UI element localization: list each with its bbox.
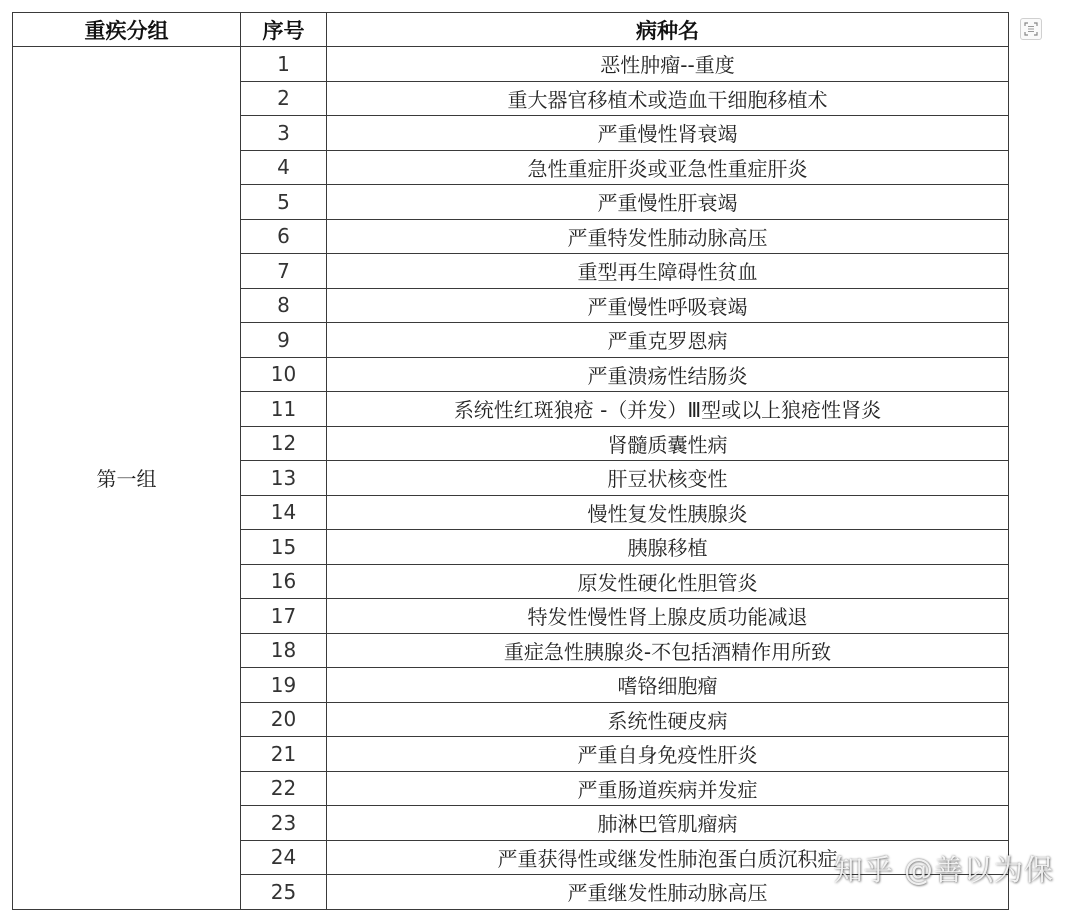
header-number: 序号 bbox=[241, 13, 327, 47]
disease-name: 严重慢性肾衰竭 bbox=[327, 116, 1009, 151]
header-disease: 病种名 bbox=[327, 13, 1009, 47]
disease-name: 恶性肿瘤--重度 bbox=[327, 47, 1009, 82]
disease-name: 慢性复发性胰腺炎 bbox=[327, 495, 1009, 530]
row-number: 19 bbox=[241, 668, 327, 703]
disease-name: 嗜铬细胞瘤 bbox=[327, 668, 1009, 703]
row-number: 1 bbox=[241, 47, 327, 82]
disease-name: 胰腺移植 bbox=[327, 530, 1009, 565]
row-number: 9 bbox=[241, 323, 327, 358]
row-number: 3 bbox=[241, 116, 327, 151]
disease-name: 严重溃疡性结肠炎 bbox=[327, 357, 1009, 392]
disease-name: 重型再生障碍性贫血 bbox=[327, 254, 1009, 289]
disease-name: 特发性慢性肾上腺皮质功能减退 bbox=[327, 599, 1009, 634]
disease-name: 严重肠道疾病并发症 bbox=[327, 771, 1009, 806]
row-number: 18 bbox=[241, 633, 327, 668]
row-number: 22 bbox=[241, 771, 327, 806]
disease-name: 严重自身免疫性肝炎 bbox=[327, 737, 1009, 772]
row-number: 2 bbox=[241, 81, 327, 116]
disease-name: 严重克罗恩病 bbox=[327, 323, 1009, 358]
table-row bbox=[13, 47, 1009, 82]
disease-name: 系统性硬皮病 bbox=[327, 702, 1009, 737]
row-number: 10 bbox=[241, 357, 327, 392]
row-number: 13 bbox=[241, 461, 327, 496]
row-number: 25 bbox=[241, 875, 327, 910]
row-number: 21 bbox=[241, 737, 327, 772]
row-number: 14 bbox=[241, 495, 327, 530]
disease-name: 严重慢性肝衰竭 bbox=[327, 185, 1009, 220]
row-number: 4 bbox=[241, 150, 327, 185]
row-number: 23 bbox=[241, 806, 327, 841]
row-number: 7 bbox=[241, 254, 327, 289]
row-number: 24 bbox=[241, 840, 327, 875]
disease-name: 严重继发性肺动脉高压 bbox=[327, 875, 1009, 910]
disease-name: 严重特发性肺动脉高压 bbox=[327, 219, 1009, 254]
disease-name: 肺淋巴管肌瘤病 bbox=[327, 806, 1009, 841]
row-number: 6 bbox=[241, 219, 327, 254]
row-number: 5 bbox=[241, 185, 327, 220]
row-number: 20 bbox=[241, 702, 327, 737]
expand-icon[interactable] bbox=[1020, 18, 1042, 40]
header-group: 重疾分组 bbox=[13, 13, 241, 47]
row-number: 12 bbox=[241, 426, 327, 461]
row-number: 11 bbox=[241, 392, 327, 427]
row-number: 16 bbox=[241, 564, 327, 599]
disease-name: 重症急性胰腺炎-不包括酒精作用所致 bbox=[327, 633, 1009, 668]
disease-name: 重大器官移植术或造血干细胞移植术 bbox=[327, 81, 1009, 116]
table-body bbox=[13, 47, 1009, 910]
watermark: 知乎 @善以为保 bbox=[833, 853, 1054, 887]
row-number: 17 bbox=[241, 599, 327, 634]
disease-name: 急性重症肝炎或亚急性重症肝炎 bbox=[327, 150, 1009, 185]
disease-name: 原发性硬化性胆管炎 bbox=[327, 564, 1009, 599]
disease-table bbox=[12, 12, 1009, 910]
table-header-row bbox=[13, 13, 1009, 47]
row-number: 15 bbox=[241, 530, 327, 565]
disease-name: 严重获得性或继发性肺泡蛋白质沉积症 bbox=[327, 840, 1009, 875]
disease-name: 严重慢性呼吸衰竭 bbox=[327, 288, 1009, 323]
group-cell: 第一组 bbox=[13, 47, 241, 910]
disease-name: 肝豆状核变性 bbox=[327, 461, 1009, 496]
disease-name: 系统性红斑狼疮 -（并发）Ⅲ型或以上狼疮性肾炎 bbox=[327, 392, 1009, 427]
disease-name: 肾髓质囊性病 bbox=[327, 426, 1009, 461]
row-number: 8 bbox=[241, 288, 327, 323]
